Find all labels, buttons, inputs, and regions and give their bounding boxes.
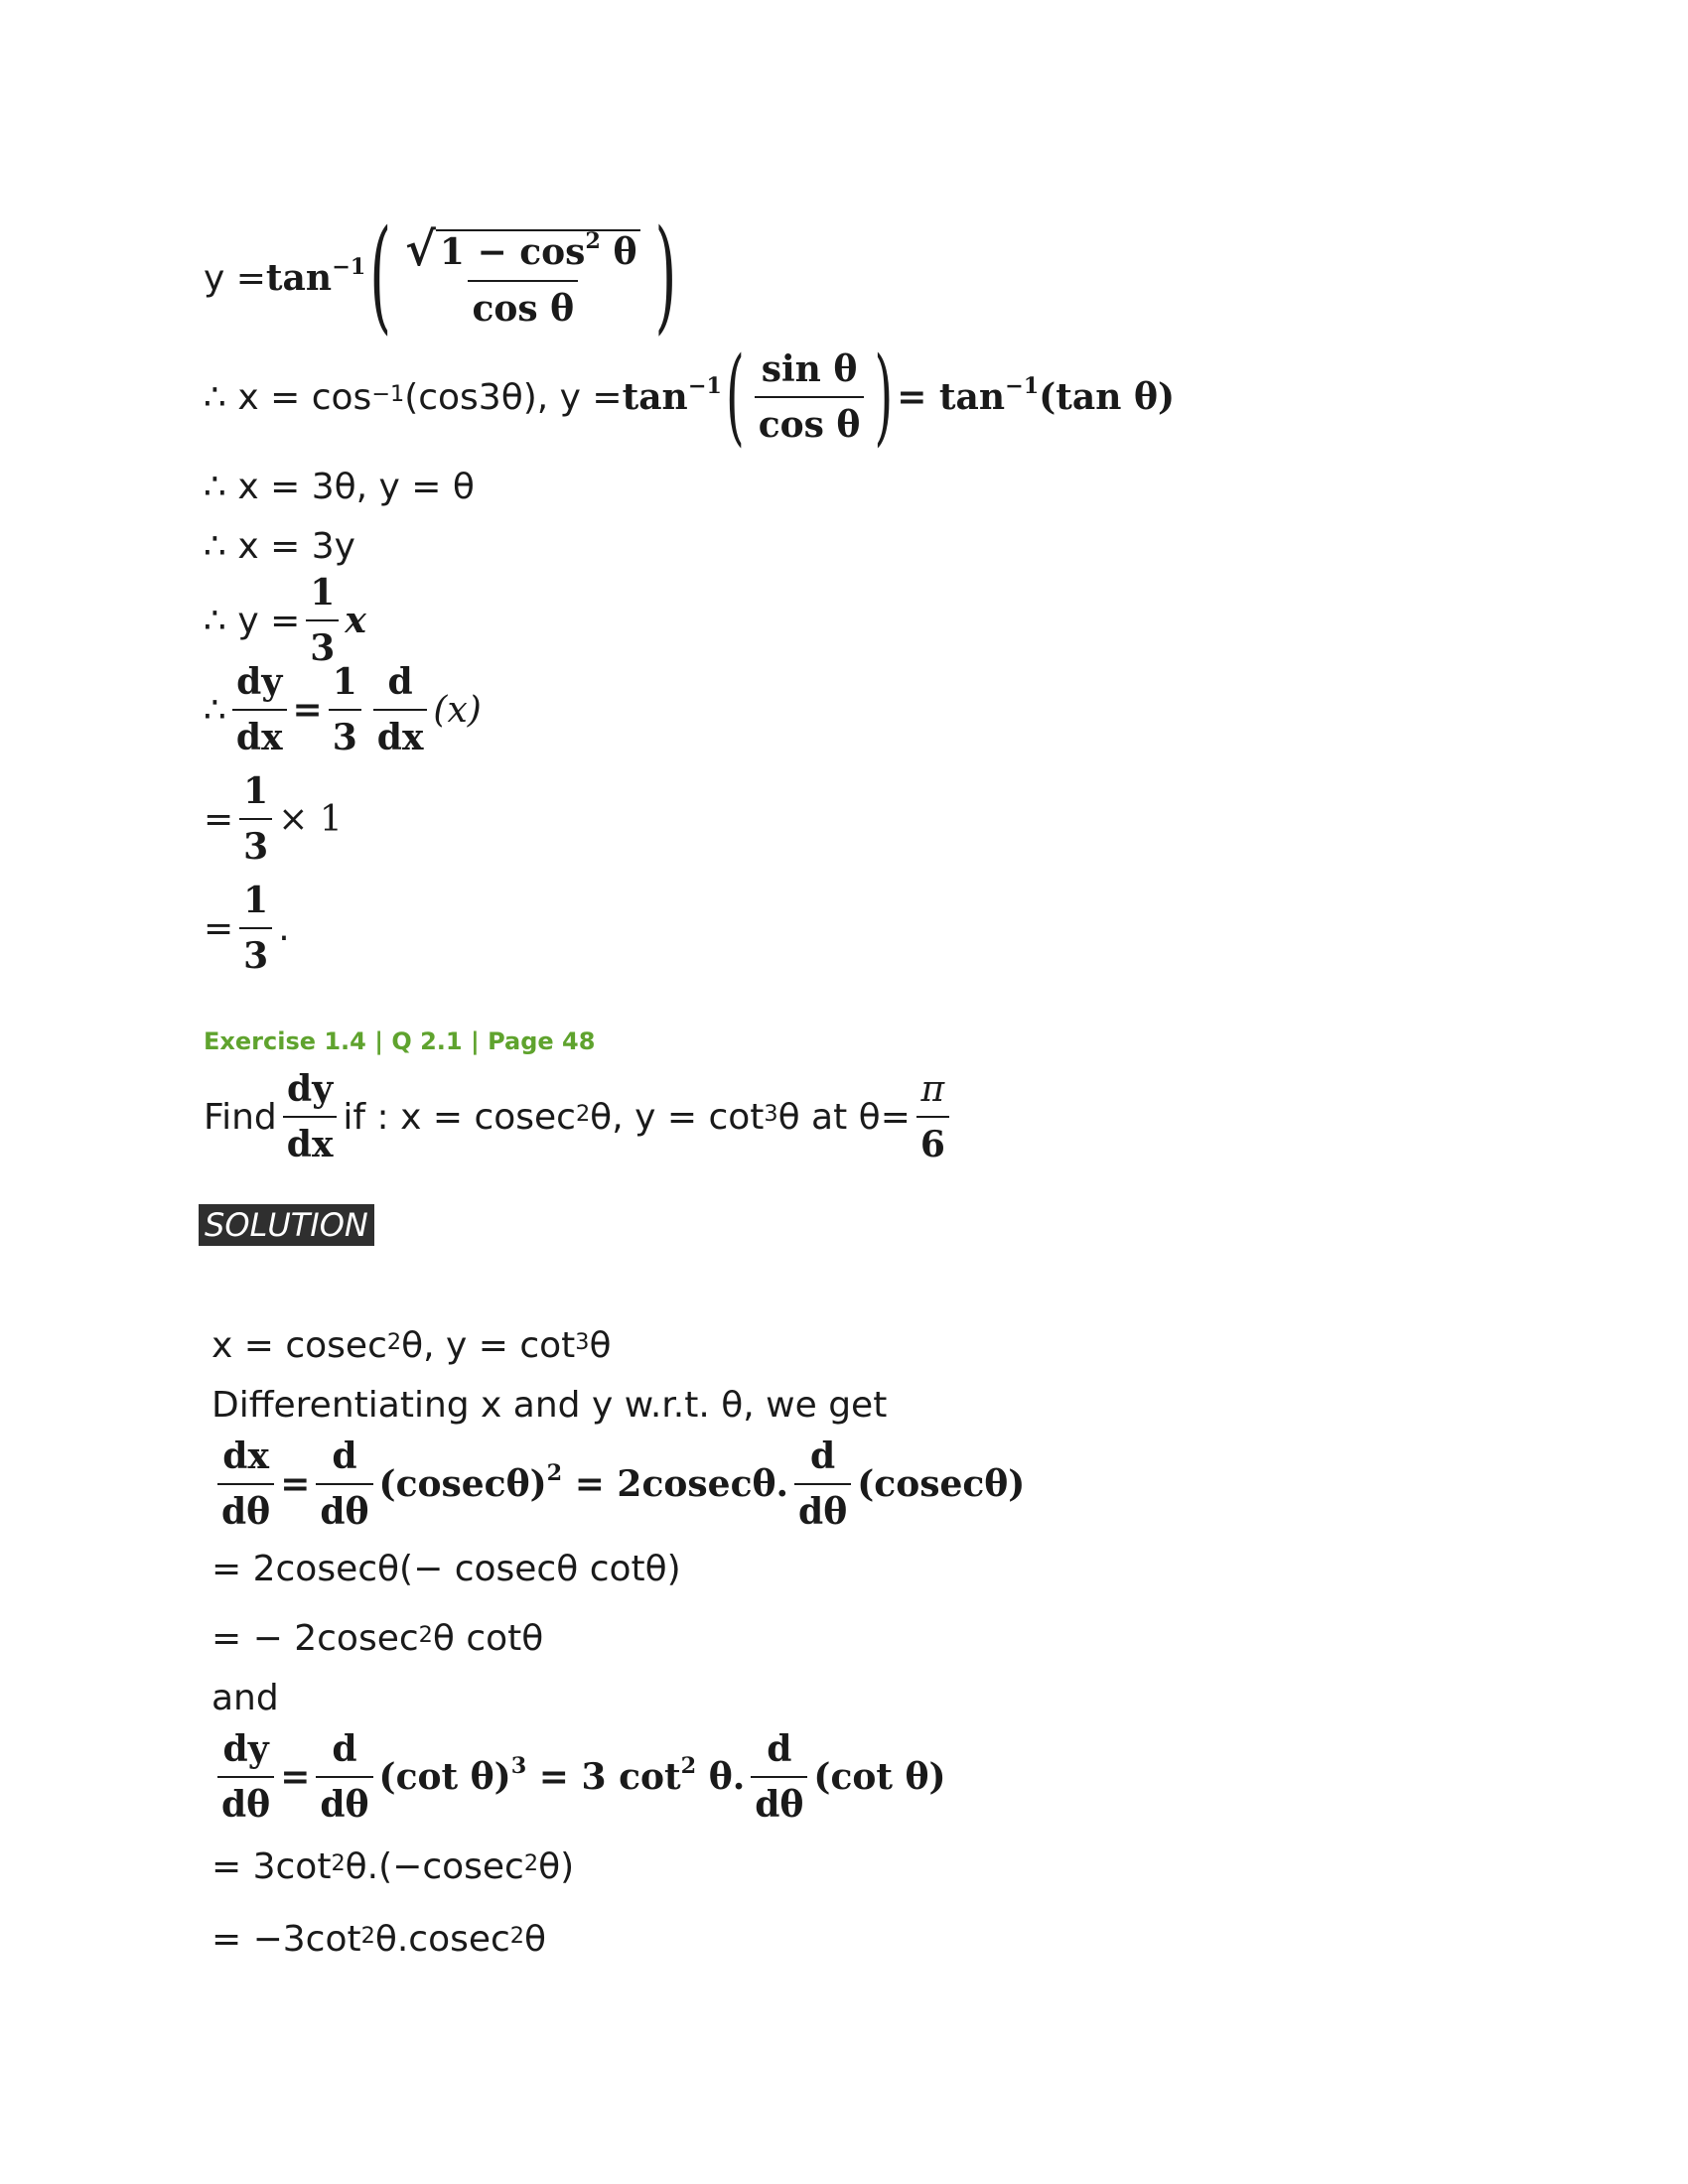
numerator: d — [810, 1435, 836, 1477]
text: = 3cot — [211, 1845, 332, 1887]
text: (cot θ) — [813, 1756, 946, 1798]
fraction — [329, 661, 361, 758]
denominator: 6 — [916, 1116, 949, 1165]
text: θ cotθ — [432, 1617, 544, 1659]
numerator: dy — [287, 1068, 334, 1110]
fraction — [401, 221, 644, 330]
denominator: 3 — [239, 818, 272, 868]
text: (x) — [433, 689, 482, 731]
text: = — [204, 798, 234, 840]
text: θ — [589, 1324, 612, 1366]
superscript: 2 — [585, 227, 601, 254]
text: θ at θ= — [777, 1096, 911, 1138]
text: × 1 — [278, 798, 343, 840]
text: (tan θ) — [1039, 376, 1175, 418]
equation-result-one-third — [204, 879, 290, 978]
text: θ.(−cosec — [345, 1845, 524, 1887]
denominator: dθ — [751, 1776, 807, 1826]
fraction — [239, 880, 272, 977]
denominator: dθ — [316, 1483, 372, 1533]
equation-x-cos-inverse: ∴ x = cos $^{-1}$ (cos3θ), y = $\tan^{-1}$ ( $\frac{\text{sin θ}}{\text{cos θ}}$ ) = $\tan^{-1}(\tan$ θ) — [204, 336, 1175, 459]
fraction — [283, 1068, 338, 1165]
variable: x — [345, 600, 366, 641]
fraction — [755, 348, 865, 446]
numerator: π — [920, 1068, 945, 1110]
numerator — [401, 221, 644, 280]
superscript: 2 — [680, 1752, 697, 1779]
equals: = — [292, 689, 323, 731]
math-tail — [378, 1752, 746, 1798]
left-paren: ( — [725, 336, 745, 459]
text: θ.cosec — [374, 1918, 510, 1960]
text: ∴ x = cos — [204, 376, 372, 418]
equation-line-3: ∴ x = 3θ, y = θ — [204, 466, 475, 507]
superscript: 2 — [546, 1459, 563, 1486]
exercise-label: Exercise 1.4 | Q 2.1 | Page 48 — [204, 1027, 596, 1055]
radicand — [436, 229, 641, 273]
denominator: dx — [232, 709, 287, 758]
text: = tan — [897, 376, 1006, 418]
math-fn — [622, 372, 722, 418]
numerator: 1 — [332, 661, 357, 703]
math-tail — [378, 1459, 789, 1505]
math-fn — [265, 253, 366, 299]
text: θ — [524, 1918, 547, 1960]
fn-name: tan — [265, 257, 333, 299]
text: (cos3θ), y = — [404, 376, 623, 418]
superscript: 3 — [510, 1752, 527, 1779]
text: = 2cosecθ. — [562, 1463, 789, 1505]
text: θ. — [696, 1756, 746, 1798]
text: = −3cot — [211, 1918, 361, 1960]
equation-line-4: ∴ x = 3y — [204, 525, 355, 567]
solution-dy-dtheta — [211, 1722, 946, 1832]
fraction — [217, 1728, 274, 1826]
text: = — [204, 907, 234, 949]
text: = 3 cot — [526, 1756, 681, 1798]
denominator: dθ — [316, 1776, 372, 1826]
numerator: d — [767, 1728, 792, 1770]
fraction — [316, 1435, 372, 1533]
text: (cot θ) — [378, 1756, 511, 1798]
solution-line-9: = −3cot $^2$ θ.cosec $^2$ θ — [211, 1918, 547, 1960]
numerator: d — [387, 661, 413, 703]
text: ∴ y = — [204, 600, 301, 641]
solution-label: SOLUTION — [199, 1204, 374, 1246]
denominator: 3 — [329, 709, 361, 758]
denominator: 3 — [306, 619, 339, 669]
numerator: dx — [222, 1435, 269, 1477]
equals: = — [280, 1756, 311, 1798]
solution-line-6: and — [211, 1677, 279, 1718]
fraction — [316, 1728, 372, 1826]
numerator: 1 — [243, 880, 269, 921]
text: = − 2cosec — [211, 1617, 419, 1659]
solution-line-8: = 3cot $^2$ θ.(−cosec $^2$ θ) — [211, 1845, 575, 1887]
text: ∴ — [204, 689, 226, 731]
fraction — [373, 661, 428, 758]
fraction — [239, 770, 272, 868]
denominator: 3 — [239, 927, 272, 977]
text: x = cosec — [211, 1324, 387, 1366]
radicand-text: 1 − cos — [439, 231, 586, 274]
denominator: dθ — [217, 1776, 274, 1826]
equation-one-third-times-one — [204, 769, 343, 869]
text: (cosecθ) — [857, 1463, 1026, 1505]
solution-line-1: x = cosec $^2$ θ, y = cot $^3$ θ — [211, 1324, 612, 1366]
text: y = — [204, 257, 266, 299]
equation-dy-dx — [204, 655, 482, 764]
solution-line-2: Differentiating x and y w.r.t. θ, we get — [211, 1384, 888, 1426]
right-paren: ) — [654, 205, 677, 348]
equation-y-tan-inverse-sqrt — [204, 205, 680, 348]
text: (cosecθ) — [378, 1463, 547, 1505]
text: Find — [204, 1096, 277, 1138]
solution-line-5: = − 2cosec $^2$ θ cotθ — [211, 1617, 544, 1659]
superscript: −1 — [332, 253, 366, 280]
denominator: cos θ — [755, 396, 865, 446]
fn-name: tan — [622, 376, 688, 418]
numerator: d — [332, 1435, 357, 1477]
denominator: cos θ — [468, 280, 578, 330]
question: Find $\frac{dy}{dx}$ if : x = cosec $^2$ θ, y = cot $^3$ θ at θ= $\frac{\pi}{6}$ — [204, 1067, 955, 1166]
denominator: dx — [283, 1116, 338, 1165]
text: θ, y = cot — [590, 1096, 765, 1138]
text: if : x = cosec — [343, 1096, 576, 1138]
numerator: 1 — [310, 572, 336, 614]
fraction — [751, 1728, 807, 1826]
text: θ, y = cot — [401, 1324, 576, 1366]
fraction — [232, 661, 287, 758]
left-paren: ( — [369, 205, 392, 348]
denominator: dθ — [217, 1483, 274, 1533]
math-tail — [897, 372, 1175, 418]
text: θ) — [538, 1845, 575, 1887]
solution-line-4: = 2cosecθ(− cosecθ cotθ) — [211, 1548, 681, 1589]
fraction — [794, 1435, 851, 1533]
numerator: dy — [236, 661, 283, 703]
right-paren: ) — [874, 336, 894, 459]
numerator: 1 — [243, 770, 269, 812]
fraction — [217, 1435, 274, 1533]
numerator: d — [332, 1728, 357, 1770]
fraction — [916, 1069, 949, 1165]
equals: = — [280, 1463, 311, 1505]
superscript: −1 — [1005, 372, 1040, 399]
superscript: −1 — [687, 372, 722, 399]
radicand-var: θ — [600, 231, 637, 274]
numerator: dy — [222, 1728, 269, 1770]
denominator: dx — [373, 709, 428, 758]
radical-sign: √ — [405, 221, 436, 277]
square-root — [405, 221, 640, 277]
numerator: sin θ — [761, 348, 858, 390]
text: . — [278, 907, 290, 949]
solution-dx-dtheta — [211, 1430, 1025, 1539]
denominator: dθ — [794, 1483, 851, 1533]
